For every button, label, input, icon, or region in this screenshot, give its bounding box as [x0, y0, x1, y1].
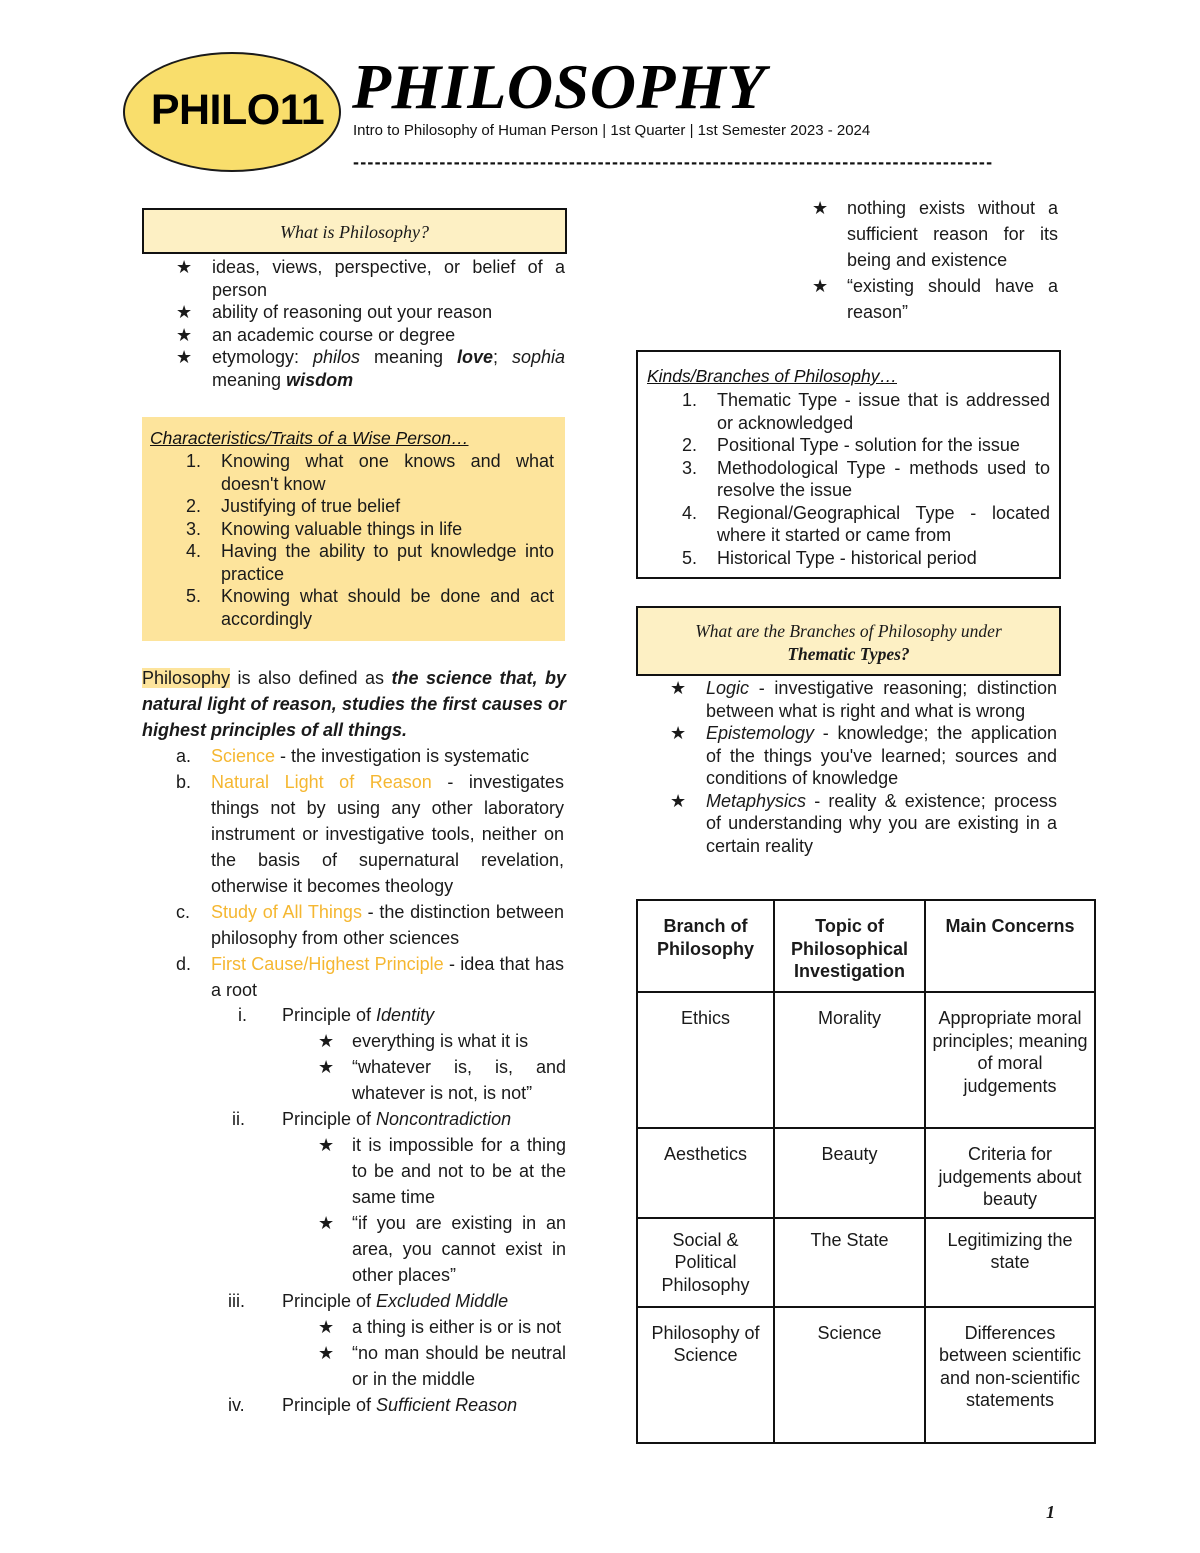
- table-cell: Morality: [774, 992, 925, 1128]
- traits-title: Characteristics/Traits of a Wise Person…: [150, 428, 469, 448]
- list-item: 4. Having the ability to put knowledge into practice: [186, 541, 554, 584]
- header-divider: -----------------------------------------------------------------------------------------: [353, 152, 994, 172]
- star-bullet-icon: ★: [812, 276, 829, 296]
- what-is-philosophy-title: What is Philosophy?: [142, 208, 567, 254]
- list-item: 4. Regional/Geographical Type - located where it started or came from: [682, 502, 1050, 545]
- star-bullet-icon: ★: [812, 198, 829, 218]
- page-subtitle: Intro to Philosophy of Human Person | 1st Quarter | 1st Semester 2023 - 2024: [353, 122, 871, 139]
- table-header-cell: Topic of Philosophical Investigation: [774, 900, 925, 992]
- star-bullet-icon: ★: [670, 678, 687, 698]
- page-title: PHILOSOPHY: [352, 51, 766, 122]
- list-item: c. Study of All Things - the distinction between philosophy from other sciences: [176, 902, 564, 948]
- list-item: ★ ability of reasoning out your reason: [176, 302, 493, 322]
- table-row: [637, 1128, 1095, 1218]
- table-header-row: [637, 900, 1095, 992]
- table-header-cell: Main Concerns: [925, 900, 1095, 992]
- list-item: ★ “no man should be neutral or in the middle: [230, 1340, 566, 1392]
- list-item: a. Science - the investigation is systematic: [176, 746, 530, 766]
- list-item: 5. Knowing what should be done and act accordingly: [186, 586, 554, 629]
- star-bullet-icon: ★: [176, 302, 193, 322]
- kinds-title: Kinds/Branches of Philosophy…: [647, 366, 897, 386]
- kinds-box: [636, 350, 1061, 579]
- list-item-etymology: ★ etymology: philos meaning love; sophia meaning wisdom: [176, 347, 565, 390]
- star-bullet-icon: ★: [318, 1135, 335, 1155]
- table-cell: The State: [774, 1218, 925, 1307]
- star-bullet-icon: ★: [318, 1213, 335, 1233]
- branches-table: [636, 899, 1096, 1444]
- thematic-title-box: [636, 606, 1061, 676]
- principles-list: [230, 1002, 566, 1418]
- definition-paragraph: Philosophy is also defined as the science that, by natural light of reason, studies the first causes or highest principles of all things.: [142, 668, 566, 740]
- principle-sufficient-reason: iv. Principle of Sufficient Reason: [228, 1395, 518, 1415]
- list-item: 1. Thematic Type - issue that is addressed or acknowledged: [682, 390, 1050, 433]
- kinds-list: [638, 389, 1050, 569]
- list-item: ★ ideas, views, perspective, or belief of a person: [176, 257, 565, 300]
- list-item: 2. Justifying of true belief: [186, 496, 401, 516]
- table-cell: Social & Political Philosophy: [637, 1218, 774, 1307]
- list-item: ★ “if you are existing in an area, you cannot exist in other places”: [230, 1210, 566, 1288]
- thematic-title-line1: What are the Branches of Philosophy under: [695, 621, 1002, 641]
- star-bullet-icon: ★: [176, 347, 193, 367]
- table-row: [637, 1307, 1095, 1443]
- star-bullet-icon: ★: [318, 1031, 335, 1051]
- list-item: ★ Logic - investigative reasoning; distinction between what is right and what is wrong: [670, 678, 1057, 721]
- list-item: 3. Methodological Type - methods used to resolve the issue: [682, 457, 1050, 500]
- star-bullet-icon: ★: [318, 1057, 335, 1077]
- principle-identity: i. Principle of Identity: [238, 1005, 435, 1025]
- list-item: 2. Positional Type - solution for the issue: [682, 435, 1020, 455]
- table-cell: Criteria for judgements about beauty: [925, 1128, 1095, 1218]
- definition-list: [176, 743, 564, 1003]
- star-bullet-icon: ★: [670, 723, 687, 743]
- star-bullet-icon: ★: [176, 324, 193, 345]
- list-item: 5. Historical Type - historical period: [682, 547, 977, 568]
- list-item: b. Natural Light of Reason - investigates things not by using any other laboratory instrument or investigative tools, neither on the basis of supernatural revelation, otherwise it becomes theology: [176, 772, 564, 896]
- table-cell: Ethics: [637, 992, 774, 1128]
- list-item: d. First Cause/Highest Principle - idea that has a root: [176, 954, 564, 1000]
- list-item: ★ “existing should have a reason”: [812, 273, 1058, 325]
- star-bullet-icon: ★: [176, 257, 193, 277]
- list-item: ★ it is impossible for a thing to be and not to be at the same time: [230, 1132, 566, 1210]
- sufficient-reason-points: [812, 195, 1058, 325]
- thematic-list: [670, 677, 1057, 857]
- table-cell: Philosophy of Science: [637, 1307, 774, 1443]
- table-cell: Appropriate moral principles; meaning of moral judgements: [925, 992, 1095, 1128]
- list-item: ★ an academic course or degree: [176, 324, 456, 345]
- table-cell: Science: [774, 1307, 925, 1443]
- table-header-cell: Branch of Philosophy: [637, 900, 774, 992]
- traits-box: [142, 417, 565, 641]
- list-item: ★ everything is what it is: [230, 1028, 566, 1054]
- table-cell: Beauty: [774, 1128, 925, 1218]
- table-row: [637, 1218, 1095, 1307]
- table-cell: Aesthetics: [637, 1128, 774, 1218]
- thematic-title-line2: Thematic Types?: [787, 644, 910, 664]
- what-is-list: [176, 256, 565, 391]
- list-item: ★ Metaphysics - reality & existence; process of understanding why you are existing in a certain reality: [670, 790, 1057, 856]
- logo-text: PHILO11: [150, 86, 325, 134]
- list-item: ★ nothing exists without a sufficient reason for its being and existence: [812, 195, 1058, 273]
- star-bullet-icon: ★: [670, 790, 687, 811]
- list-item: 3. Knowing valuable things in life: [186, 518, 463, 539]
- page-number: 1: [1046, 1502, 1055, 1522]
- table-cell: Legitimizing the state: [925, 1218, 1095, 1307]
- list-item: 1. Knowing what one knows and what doesn't know: [186, 451, 554, 494]
- star-bullet-icon: ★: [318, 1343, 335, 1363]
- table-cell: Differences between scientific and non-scientific statements: [925, 1307, 1095, 1443]
- traits-list: [142, 450, 554, 630]
- principle-noncontradiction: ii. Principle of Noncontradiction: [232, 1109, 512, 1129]
- principle-excluded-middle: iii. Principle of Excluded Middle: [228, 1291, 509, 1311]
- list-item: ★ a thing is either is or is not: [230, 1314, 566, 1340]
- table-row: [637, 992, 1095, 1128]
- list-item: ★ “whatever is, is, and whatever is not, is not”: [230, 1054, 566, 1106]
- star-bullet-icon: ★: [318, 1317, 335, 1337]
- list-item: ★ Epistemology - knowledge; the application of the things you've learned; sources and conditions of knowledge: [670, 723, 1057, 788]
